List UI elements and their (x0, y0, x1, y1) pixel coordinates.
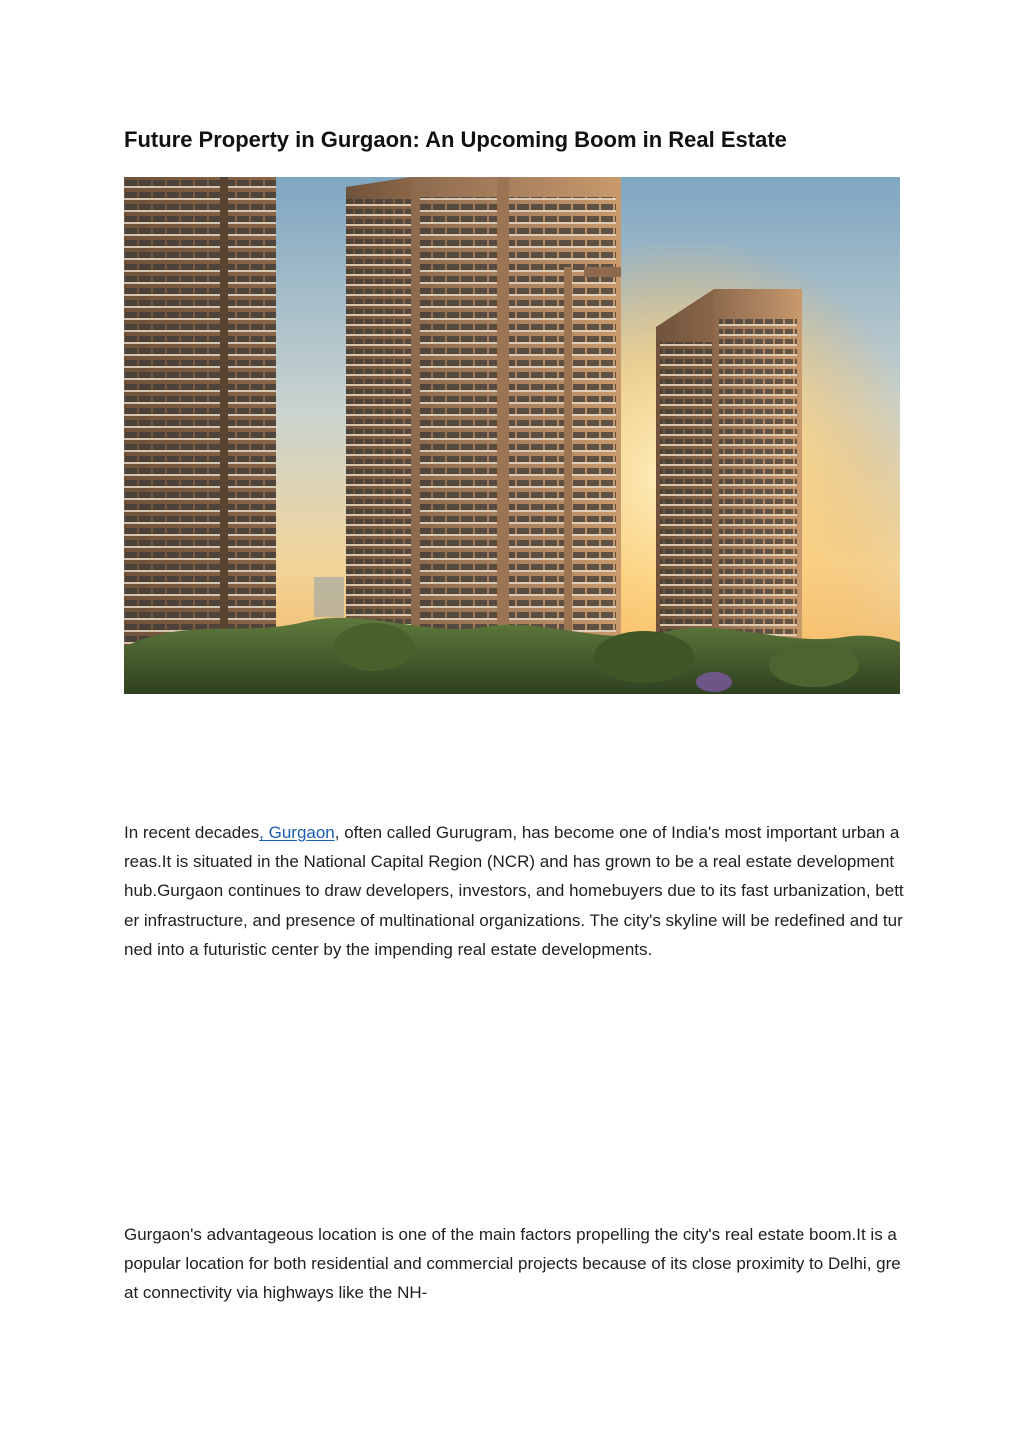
hero-image (124, 177, 900, 694)
location-paragraph: Gurgaon's advantageous location is one of the main factors propelling the city's real estate boom.It is a popular location for both residential and commercial projects because of its close proximity to Delhi, great connectivity via highways like the NH- (124, 1225, 901, 1303)
page-title: Future Property in Gurgaon: An Upcoming Boom in Real Estate (124, 127, 787, 152)
intro-paragraph (124, 818, 904, 964)
intro-suffix: , often called Gurugram, has become one of India's most important urban areas.It is situated in the National Capital Region (NCR) and has grown to be a real estate development hub.Gurgaon continues to draw developers, investors, and homebuyers due to its fast urbanization, better infrastructure, and presence of multinational organizations. The city's skyline will be redefined and turned into a futuristic center by the impending real estate developments. (124, 823, 904, 959)
intro-prefix: In recent decades (124, 823, 260, 842)
towers-illustration (124, 177, 900, 694)
gurgaon-link[interactable]: , Gurgaon (259, 823, 335, 842)
